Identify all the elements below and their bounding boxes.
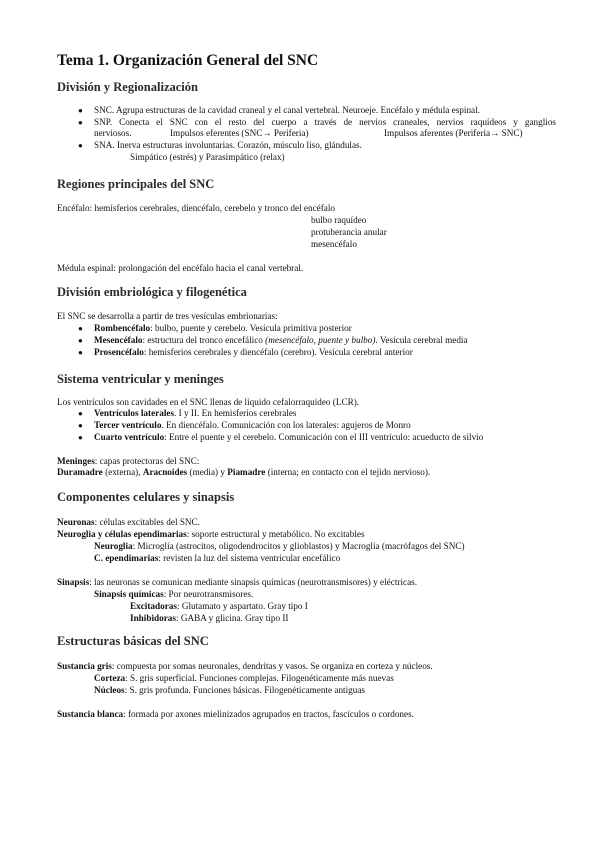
bullet-icon: ●: [78, 324, 83, 333]
heading-estructuras: Estructuras básicas del SNC: [57, 634, 209, 648]
ependimarias-label: C. ependimarias: [94, 553, 159, 563]
mesencefalo-line: [94, 335, 468, 346]
capa-aracnoides: Aracnoides: [142, 467, 188, 477]
bullet-icon: ●: [78, 433, 83, 442]
neuroglia-line: [57, 529, 365, 540]
excitadoras-text: : Glutamato y aspartato. Gray tipo I: [176, 601, 308, 611]
sinapsis-line: [57, 577, 417, 588]
prosencefalo-text: : hemisferios cerebrales y diencéfalo (cerebro). Vesícula cerebral anterior: [143, 347, 413, 357]
sustancia-gris-text: : compuesta por somas neuronales, dendritas y vasos. Se organiza en corteza y núcleos.: [111, 661, 433, 671]
tercer-label: Tercer ventrículo: [94, 420, 162, 430]
rombencefalo-line: [94, 323, 352, 334]
cuarto-label: Cuarto ventrículo: [94, 432, 165, 442]
page-title: Tema 1. Organización General del SNC: [57, 52, 319, 69]
ependimarias-text: : revisten la luz del sistema ventricular encefálico: [158, 553, 341, 563]
neuroglia-label: Neuroglia y células ependimarias: [57, 529, 187, 539]
neuronas-label: Neuronas: [57, 517, 95, 527]
tercer-line: [94, 420, 411, 431]
snp-line-2a: nerviosos.: [94, 128, 132, 138]
neuroglia-text: : soporte estructural y metabólico. No excitables: [186, 529, 365, 539]
mesencefalo-end: . Vesícula cerebral media: [375, 335, 468, 345]
excitadoras-line: [130, 601, 308, 612]
medula-line: Médula espinal: prolongación del encéfalo hacia el canal vertebral.: [57, 263, 304, 273]
laterales-line: [94, 408, 297, 419]
encefalo-line: Encéfalo: hemisferios cerebrales, diencéfalo, cerebelo y tronco del encéfalo: [57, 203, 336, 213]
bullet-icon: ●: [78, 141, 83, 150]
snp-line-1: SNP. Conecta el SNC con el resto del cuerpo a través de nervios craneales, nervios raquídeos y ganglios: [94, 117, 556, 127]
sinapsis-text: : las neuronas se comunican mediante sinapsis químicas (neurotransmisores) y eléctricas.: [89, 577, 418, 587]
bullet-icon: ●: [78, 348, 83, 357]
capa-text-1: (externa),: [102, 467, 143, 477]
inhibidoras-text: : GABA y glicina. Gray tipo II: [175, 613, 289, 623]
prosencefalo-line: [94, 347, 413, 358]
meninges-label: Meninges: [57, 456, 95, 466]
sustancia-gris-label: Sustancia gris: [57, 661, 112, 671]
sinapsis-quimicas-line: [94, 589, 253, 600]
nucleos-line: [94, 685, 365, 696]
capa-duramadre: Duramadre: [57, 467, 103, 477]
neuroglia-sub-text: : Microglía (astrocitos, oligodendrocitos y glioblastos) y Macroglía (macrófagos del SNC): [132, 541, 465, 551]
corteza-line: [94, 673, 394, 684]
mesencefalo-text: : estructura del tronco encefálico: [142, 335, 266, 345]
ependimarias-line: [94, 553, 340, 564]
capa-text-2: (media) y: [187, 467, 228, 477]
meninges-line: [57, 456, 199, 467]
inhibidoras-label: Inhibidoras: [130, 613, 176, 623]
sustancia-blanca-text: : formada por axones mielinizados agrupados en tractos, fascículos o cordones.: [123, 709, 414, 719]
bullet-icon: ●: [78, 409, 83, 418]
meninges-text: : capas protectoras del SNC:: [94, 456, 200, 466]
nucleos-label: Núcleos: [94, 685, 125, 695]
prosencefalo-label: Prosencéfalo: [94, 347, 144, 357]
corteza-text: : S. gris superficial. Funciones complejas. Filogenéticamente más nuevas: [125, 673, 394, 683]
neuronas-line: [57, 517, 200, 528]
snc-line: SNC. Agrupa estructuras de la cavidad craneal y el canal vertebral. Neuroeje. Encéfalo y médula espinal.: [94, 105, 480, 115]
meninges-capas: [57, 467, 430, 478]
tercer-text: . En diencéfalo. Comunicación con los laterales: agujeros de Monro: [161, 420, 411, 430]
ventricular-intro: Los ventrículos son cavidades en el SNC llenas de líquido cefalorraquídeo (LCR).: [57, 397, 360, 407]
cuarto-text: : Entre el puente y el cerebelo. Comunicación con el III ventrículo: acueducto de silvio: [164, 432, 484, 442]
neuronas-text: : células excitables del SNC.: [94, 517, 200, 527]
sustancia-gris-line: [57, 661, 433, 672]
sna-sub-line: Simpático (estrés) y Parasimpático (relax): [130, 152, 285, 162]
heading-embrio: División embriológica y filogenética: [57, 285, 247, 299]
cuarto-line: [94, 432, 483, 443]
bullet-icon: ●: [78, 118, 83, 127]
neuroglia-sub-label: Neuroglia: [94, 541, 133, 551]
tronco-item-mesencefalo: mesencéfalo: [311, 239, 357, 249]
heading-celulares: Componentes celulares y sinapsis: [57, 490, 235, 504]
neuroglia-sub-line: [94, 541, 465, 552]
embrio-intro: El SNC se desarrolla a partir de tres vesículas embrionarias:: [57, 311, 278, 321]
heading-regiones: Regiones principales del SNC: [57, 177, 215, 191]
snp-eferentes: Impulsos eferentes (SNC→ Periferia): [170, 128, 309, 138]
corteza-label: Corteza: [94, 673, 126, 683]
capa-piamadre: Piamadre: [227, 467, 266, 477]
sinapsis-quimicas-text: : Por neurotransmisores.: [163, 589, 254, 599]
laterales-label: Ventrículos laterales: [94, 408, 175, 418]
nucleos-text: : S. gris profunda. Funciones básicas. Filogenéticamente antiguas: [124, 685, 365, 695]
mesencefalo-label: Mesencéfalo: [94, 335, 143, 345]
excitadoras-label: Excitadoras: [130, 601, 177, 611]
sinapsis-label: Sinapsis: [57, 577, 90, 587]
bullet-icon: ●: [78, 106, 83, 115]
snp-aferentes: Impulsos aferentes (Periferia→ SNC): [384, 128, 523, 138]
rombencefalo-label: Rombencéfalo: [94, 323, 151, 333]
laterales-text: . I y II. En hemisferios cerebrales: [174, 408, 297, 418]
sustancia-blanca-label: Sustancia blanca: [57, 709, 124, 719]
sustancia-blanca-line: [57, 709, 414, 720]
tronco-item-bulbo: bulbo raquídeo: [311, 215, 367, 225]
rombencefalo-text: : bulbo, puente y cerebelo. Vesícula primitiva posterior: [150, 323, 352, 333]
bullet-icon: ●: [78, 421, 83, 430]
sna-line: SNA. Inerva estructuras involuntarias. Corazón, músculo liso, glándulas.: [94, 140, 362, 150]
bullet-icon: ●: [78, 336, 83, 345]
sinapsis-quimicas-label: Sinapsis químicas: [94, 589, 164, 599]
heading-division: División y Regionalización: [57, 80, 198, 94]
mesencefalo-italic: (mesencéfalo, puente y bulbo): [265, 335, 376, 345]
heading-ventricular: Sistema ventricular y meninges: [57, 372, 224, 386]
inhibidoras-line: [130, 613, 289, 624]
tronco-item-protuberancia: protuberancia anular: [311, 227, 387, 237]
capa-text-3: (interna; en contacto con el tejido nervioso).: [265, 467, 431, 477]
